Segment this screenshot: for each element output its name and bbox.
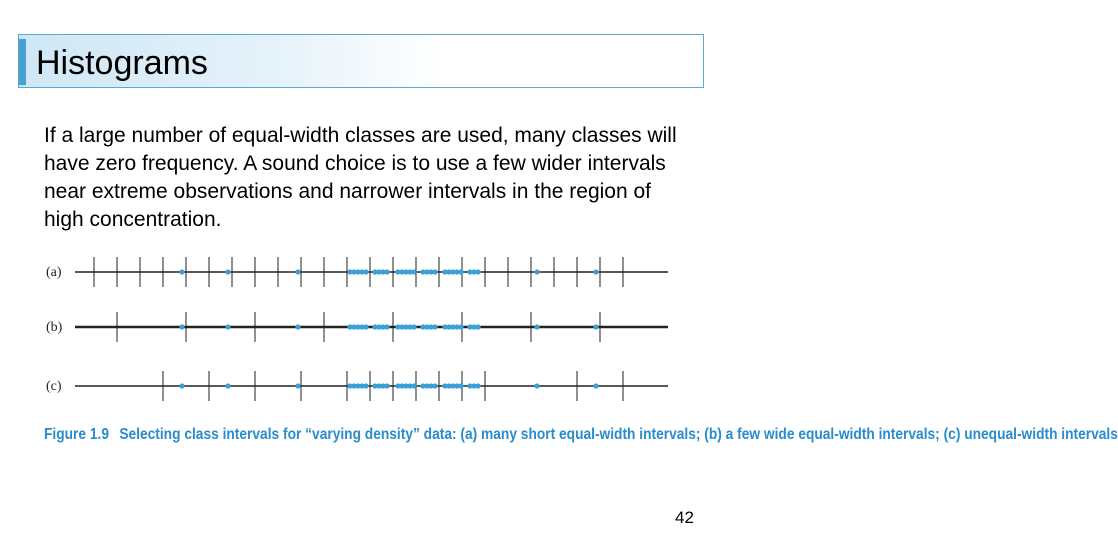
data-dot-c-20: [432, 383, 437, 388]
data-dot-c-29: [534, 383, 539, 388]
data-dot-b-7: [363, 324, 368, 329]
data-dot-a-11: [384, 269, 389, 274]
data-dot-a-0: [179, 269, 184, 274]
body-text: If a large number of equal-width classes are used, many classes will have zero frequency. A sound choice is to use a few wider intervals near extreme observations and narrower intervals in the region of high concentration.: [44, 124, 677, 231]
data-dot-a-1: [225, 269, 230, 274]
data-dot-b-28: [475, 324, 480, 329]
data-dot-b-1: [225, 324, 230, 329]
figure-caption-text: Selecting class intervals for “varying density” data: (a) many short equal-width intervals; (b) a few wide equal-width intervals; (c) unequal-width intervals: [119, 426, 1118, 443]
page-number: 42: [675, 508, 694, 527]
data-dot-b-30: [593, 324, 598, 329]
figure-caption: [44, 424, 1118, 446]
row-label-a: (a): [46, 265, 62, 280]
data-dot-c-1: [225, 383, 230, 388]
data-dot-c-0: [179, 383, 184, 388]
data-dot-b-11: [384, 324, 389, 329]
row-label-b: (b): [46, 320, 63, 335]
data-dot-a-25: [458, 269, 463, 274]
data-dot-a-16: [411, 269, 416, 274]
data-dot-a-28: [475, 269, 480, 274]
data-dot-b-25: [458, 324, 463, 329]
slide-title: Histograms: [36, 44, 208, 82]
data-dot-b-16: [411, 324, 416, 329]
data-dot-c-2: [295, 383, 300, 388]
data-dot-b-29: [534, 324, 539, 329]
row-label-c: (c): [46, 379, 62, 394]
data-dot-b-2: [295, 324, 300, 329]
data-dot-c-28: [475, 383, 480, 388]
data-dot-b-20: [432, 324, 437, 329]
data-dot-a-2: [295, 269, 300, 274]
figure-caption-number: Figure 1.9: [44, 426, 109, 443]
data-dot-c-30: [593, 383, 598, 388]
data-dot-c-25: [458, 383, 463, 388]
data-dot-b-0: [179, 324, 184, 329]
data-dot-c-16: [411, 383, 416, 388]
data-dot-c-7: [363, 383, 368, 388]
data-dot-a-20: [432, 269, 437, 274]
data-dot-a-7: [363, 269, 368, 274]
data-dot-a-29: [534, 269, 539, 274]
data-dot-c-11: [384, 383, 389, 388]
data-dot-a-30: [593, 269, 598, 274]
